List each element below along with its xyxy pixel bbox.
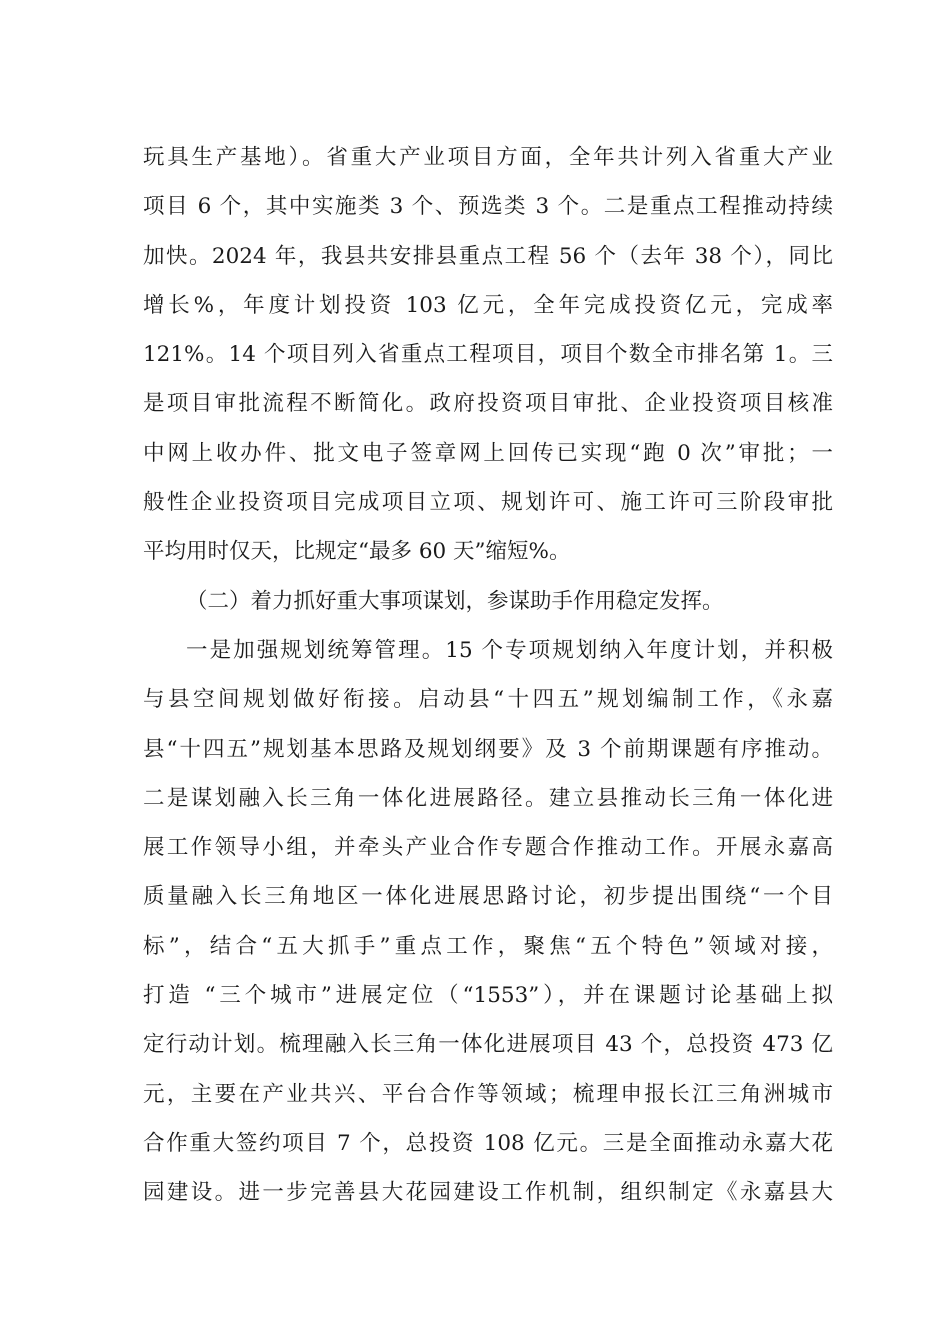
text-line: 增长%，年度计划投资 103 亿元，全年完成投资亿元，完成率	[143, 292, 833, 318]
text-line: 展工作领导小组，并牵头产业合作专题合作推动工作。开展永嘉高	[143, 835, 833, 861]
text-line: 定行动计划。梳理融入长三角一体化进展项目 43 个，总投资 473 亿	[143, 1032, 833, 1058]
text-line: 园建设。进一步完善县大花园建设工作机制，组织制定《永嘉县大	[143, 1180, 833, 1206]
text-line: 加快。2024 年，我县共安排县重点工程 56 个（去年 38 个），同比	[143, 243, 833, 269]
text-line: 是项目审批流程不断简化。政府投资项目审批、企业投资项目核准	[143, 391, 833, 417]
text-line: 合作重大签约项目 7 个，总投资 108 亿元。三是全面推动永嘉大花	[143, 1130, 833, 1156]
text-line: 县“十四五”规划基本思路及规划纲要》及 3 个前期课题有序推动。	[143, 736, 833, 762]
text-line: 质量融入长三角地区一体化进展思路讨论，初步提出围绕“一个目	[143, 884, 833, 910]
text-line: 与县空间规划做好衔接。启动县“十四五”规划编制工作，《永嘉	[143, 687, 833, 713]
text-line: （二）着力抓好重大事项谋划，参谋助手作用稳定发挥。	[186, 588, 724, 614]
text-line: 平均用时仅天，比规定“最多 60 天”缩短%。	[143, 539, 571, 565]
text-line: 般性企业投资项目完成项目立项、规划许可、施工许可三阶段审批	[143, 490, 833, 516]
text-line: 一是加强规划统筹管理。15 个专项规划纳入年度计划，并积极	[186, 637, 833, 663]
text-line: 打造 “三个城市”进展定位（“1553”），并在课题讨论基础上拟	[143, 983, 833, 1009]
text-line: 项目 6 个，其中实施类 3 个、预选类 3 个。二是重点工程推动持续	[143, 194, 833, 220]
body-text	[143, 133, 833, 1218]
text-line: 元，主要在产业共兴、平台合作等领域；梳理申报长江三角洲城市	[143, 1081, 833, 1107]
text-line: 121%。14 个项目列入省重点工程项目，项目个数全市排名第 1。三	[143, 342, 833, 368]
text-line: 标”，结合“五大抓手”重点工作，聚焦“五个特色”领域对接，	[143, 933, 833, 959]
text-line: 中网上收办件、批文电子签章网上回传已实现“跑 0 次”审批；一	[143, 440, 833, 466]
text-line: 二是谋划融入长三角一体化进展路径。建立县推动长三角一体化进	[143, 785, 833, 811]
text-line: 玩具生产基地）。省重大产业项目方面，全年共计列入省重大产业	[143, 145, 833, 170]
